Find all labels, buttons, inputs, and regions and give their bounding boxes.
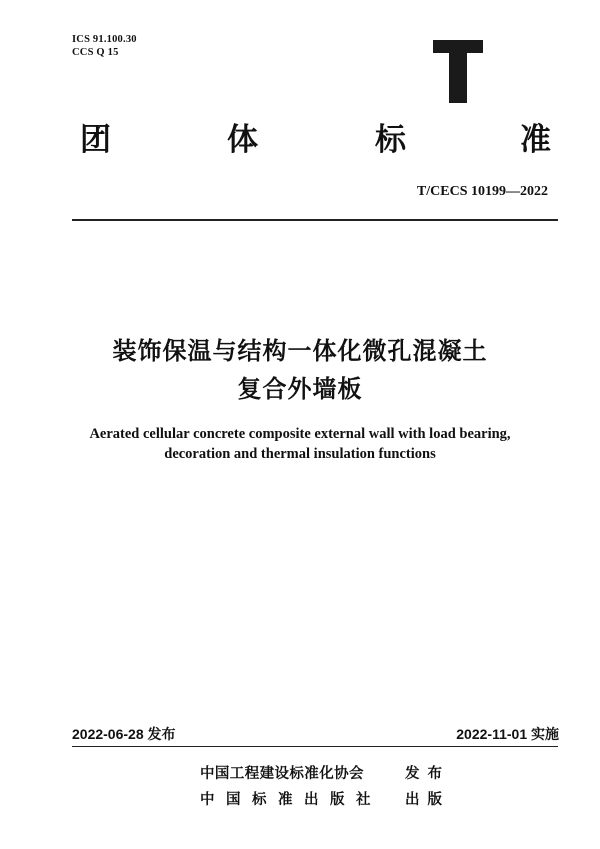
ics-code: ICS 91.100.30	[72, 34, 137, 45]
footer-divider	[72, 746, 558, 747]
group-standard-t-logo	[433, 40, 483, 103]
header-divider	[72, 219, 558, 221]
standard-type-char-2: 体	[227, 122, 258, 158]
standard-type-char-4: 准	[520, 122, 551, 158]
publisher-name-2: 中国标准出版社	[200, 792, 382, 808]
implementation-date: 2022-11-01 实施	[456, 726, 559, 742]
standard-type-char-3: 标	[375, 122, 406, 158]
english-title-line-2: decoration and thermal insulation functions	[164, 446, 436, 462]
publisher-name-1: 中国工程建设标准化协会	[200, 766, 364, 782]
chinese-title-line-1: 装饰保温与结构一体化微孔混凝土	[112, 337, 488, 365]
chinese-title-line-2: 复合外墙板	[237, 375, 363, 403]
standard-type-char-1: 团	[80, 122, 111, 158]
standard-number: T/CECS 10199—2022	[416, 184, 548, 199]
t-logo-stem	[449, 52, 467, 103]
english-title-line-1: Aerated cellular concrete composite external wall with load bearing,	[89, 426, 511, 442]
publisher-action-2: 出版	[405, 792, 450, 808]
publisher-action-1: 发布	[405, 766, 450, 782]
ccs-code: CCS Q 15	[72, 47, 119, 58]
issue-date: 2022-06-28 发布	[72, 726, 176, 742]
